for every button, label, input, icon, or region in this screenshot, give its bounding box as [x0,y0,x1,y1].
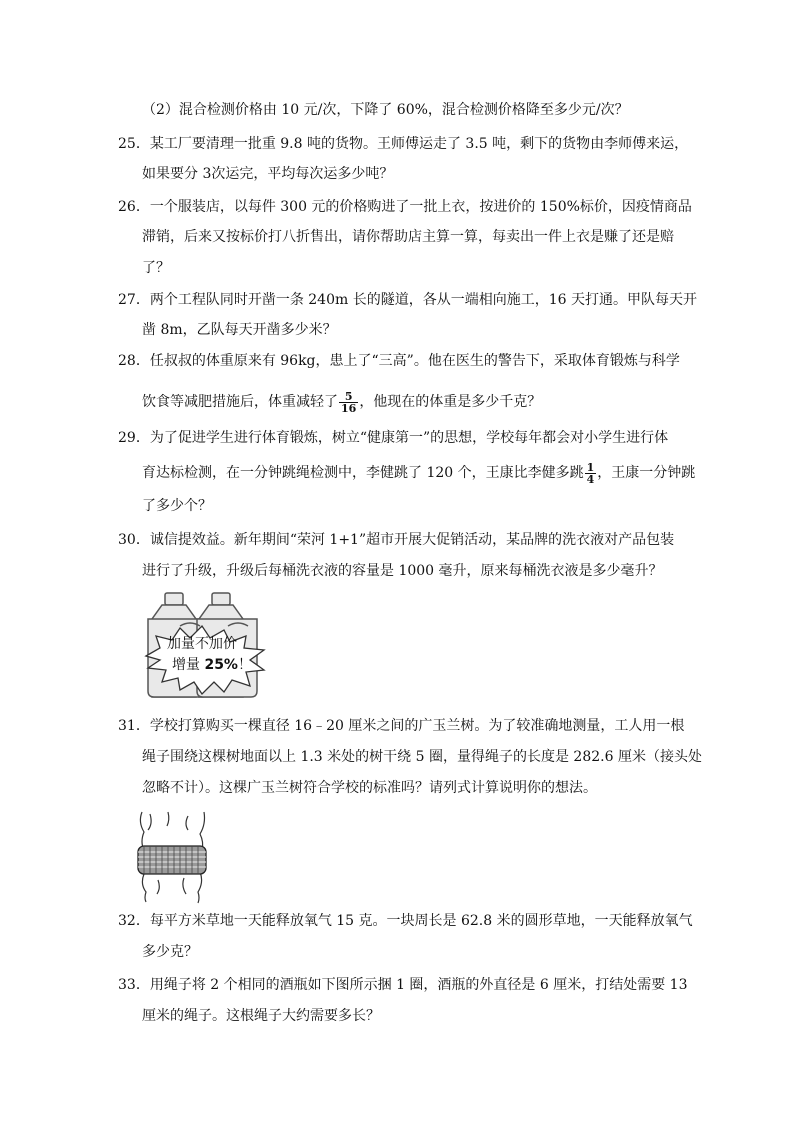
detergent-bottles-figure [140,590,280,702]
question-26-line2: 滞销，后来又按标价打八折售出，请你帮助店主算一算，每卖出一件上衣是赚了还是赔 [142,229,674,245]
tree-trunk-rope-figure [128,810,218,905]
question-33-line1: 33．用绳子将 2 个相同的酒瓶如下图所示捆 1 圈，酒瓶的外直径是 6 厘米，打结处需要 13 [118,977,688,993]
question-29-line3: 了多少个？ [142,498,212,514]
question-31-line1: 31．学校打算购买一棵直径 16﹣20 厘米之间的广玉兰树。为了较准确地测量，工人用一根 [118,718,685,734]
question-28-text-pre: 饮食等减肥措施后，体重减轻了 [142,394,338,410]
question-29-text-pre: 育达标检测，在一分钟跳绳检测中，李健跳了 120 个，王康比李健多跳 [142,465,584,481]
fraction-5-16 [339,391,358,414]
fraction-numerator: 5 [339,391,358,403]
badge-increase-label: 增量 [172,657,205,673]
badge-percent: 25% [204,657,238,673]
question-29-line1: 29．为了促进学生进行体育锻炼，树立“健康第一”的思想，学校每年都会对小学生进行体 [118,430,669,446]
fraction-denominator: 16 [341,401,357,415]
question-25-line2: 如果要分 3次运完，平均每次运多少吨？ [142,166,394,182]
question-25-line1: 25．某工厂要清理一批重 9.8 吨的货物。王师傅运走了 3.5 吨，剩下的货物由李师傅来运， [118,136,689,152]
question-32-line1: 32．每平方米草地一天能释放氧气 15 克。一块周长是 62.8 米的圆形草地，一天能释放氧气 [118,913,693,929]
question-30-line1: 30．诚信提效益。新年期间“荣河 1+1”超市开展大促销活动，某品牌的洗衣液对产品包装 [118,532,675,548]
fraction-1-4 [585,462,597,485]
question-29-text-post: ，王康一分钟跳 [597,465,696,481]
rope-band [138,846,206,874]
badge-text-line1: 加量不加价 [167,636,237,652]
question-24-part2: （2）混合检测价格由 10 元/次，下降了 60%，混合检测价格降至多少元/次？ [142,102,629,118]
question-28-text-post: ，他现在的体重是多少千克？ [359,394,542,410]
question-29-line2 [142,455,695,491]
question-26-line3: 了？ [142,260,170,276]
question-31-line3: 忽略不计）。这棵广玉兰树符合学校的标准吗？请列式计算说明你的想法。 [142,780,597,796]
question-30-line2: 进行了升级，升级后每桶洗衣液的容量是 1000 毫升，原来每桶洗衣液是多少毫升？ [142,563,663,579]
question-27-line1: 27．两个工程队同时开凿一条 240m 长的隧道，各从一端相向施工，16 天打通。甲队每天开 [118,292,697,308]
question-33-line2: 厘米的绳子。这根绳子大约需要多长？ [142,1008,380,1024]
badge-exclaim: ！ [237,657,252,673]
fraction-numerator: 1 [586,460,595,474]
fraction-denominator: 4 [586,472,595,486]
tree-trunk-drawing [128,810,218,905]
question-26-line1: 26．一个服装店，以每件 300 元的价格购进了一批上衣，按进价的 150%标价，因疫情商品 [118,199,692,215]
question-31-line2: 绳子围绕这棵树地面以上 1.3 米处的树干绕 5 圈，量得绳子的长度是 282.6 厘米（接头处 [142,749,702,765]
question-28-line2 [142,384,541,420]
question-27-line2: 凿 8m，乙队每天开凿多少米？ [142,322,337,338]
question-32-line2: 多少克？ [142,944,198,960]
badge-text-line2 [172,654,252,674]
question-28-line1: 28．任叔叔的体重原来有 96kg，患上了“三高”。他在医生的警告下，采取体育锻炼与科学 [118,353,680,369]
